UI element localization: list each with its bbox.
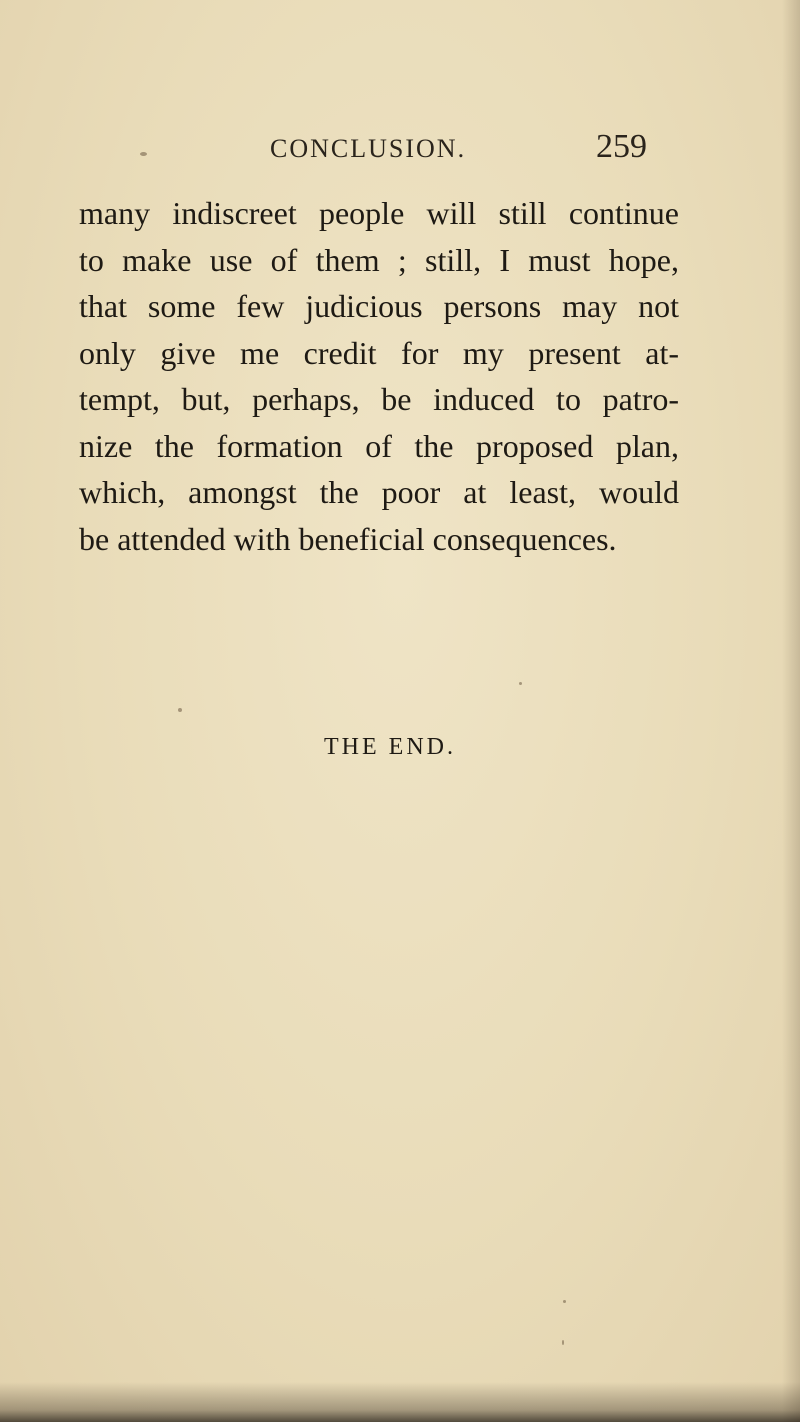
text-line: many indiscreet people will still continue (79, 195, 679, 231)
paper-speck (562, 1340, 564, 1345)
running-head: CONCLUSION. (270, 134, 467, 163)
text-line: only give me credit for my present at- (79, 334, 679, 371)
text-line: tempt, but, perhaps, be induced to patro- (79, 381, 679, 417)
body-paragraph (79, 190, 679, 562)
page-number: 259 (596, 128, 647, 165)
text-line: to make use of them ; still, I must hope, (79, 241, 679, 278)
text-line: be attended with beneficial consequences. (79, 520, 617, 557)
paper-speck (178, 708, 182, 712)
page-bottom-shadow (0, 1382, 800, 1422)
paper-speck (140, 152, 147, 156)
paper-speck (563, 1300, 566, 1303)
page-edge-shade (782, 0, 800, 1422)
text-line: nize the formation of the proposed plan, (79, 427, 679, 464)
the-end-colophon: THE END. (324, 734, 456, 760)
text-line: that some few judicious persons may not (79, 288, 679, 324)
paper-speck (519, 682, 522, 685)
text-line: which, amongst the poor at least, would (79, 474, 679, 510)
